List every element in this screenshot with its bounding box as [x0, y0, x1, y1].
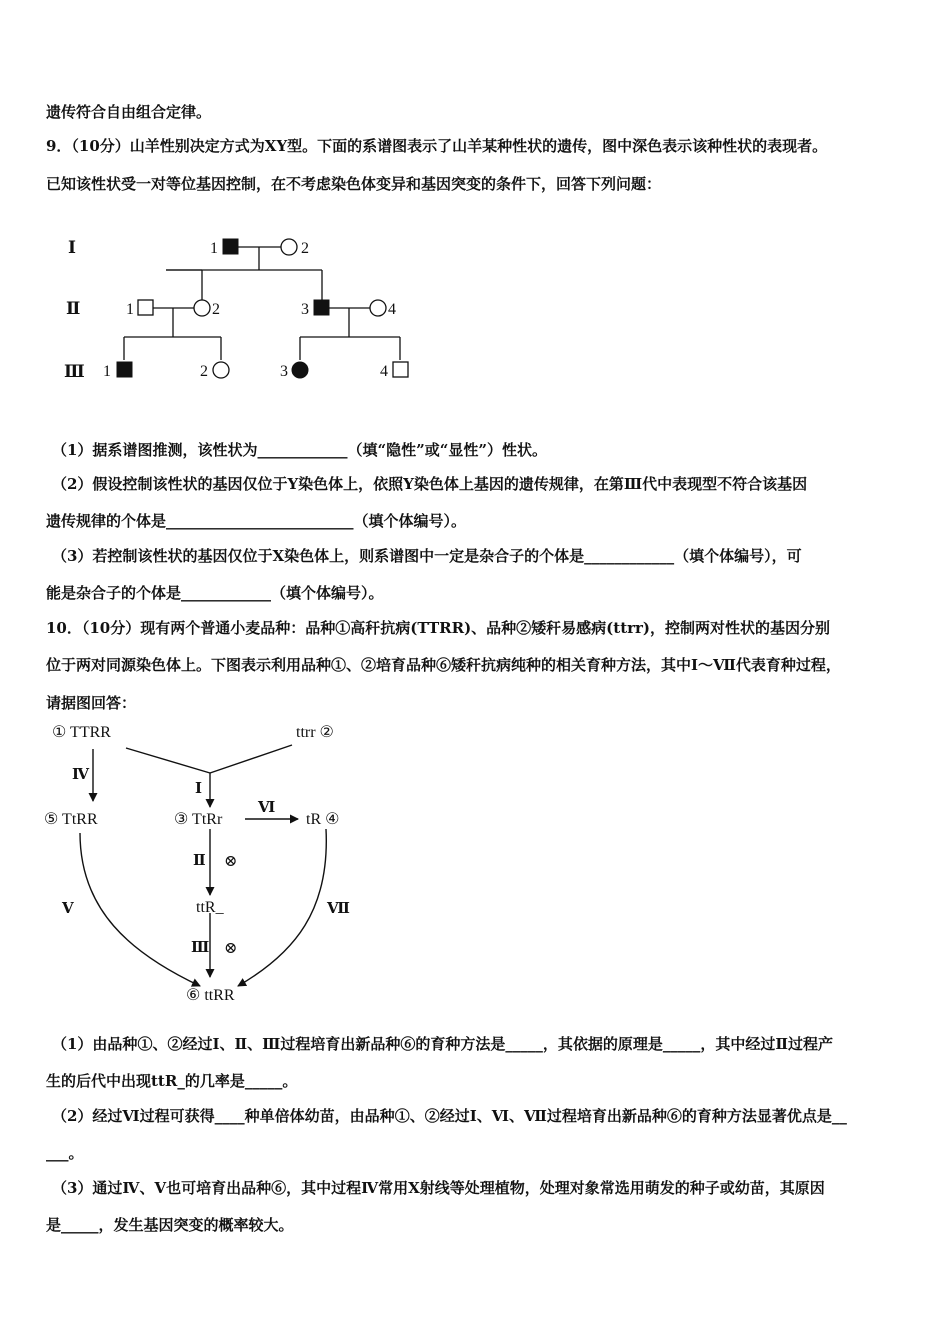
question-10-part-3-cont: 是_____，发生基因突变的概率较大。	[46, 1216, 294, 1234]
generation-label-II: Ⅱ	[66, 299, 81, 318]
individual-II-1	[138, 300, 153, 315]
individual-II-4	[370, 300, 386, 316]
id-III-3: 3	[280, 363, 288, 380]
node-variety-5: ⑤ TtRR	[44, 811, 98, 828]
question-10-part-1-cont: 生的后代中出现ttR_的几率是_____。	[46, 1072, 298, 1090]
question-10-part-2-cont: ___。	[46, 1144, 84, 1162]
id-I-2: 2	[301, 240, 309, 257]
node-variety-1: ① TTRR	[52, 724, 111, 741]
id-II-1: 1	[126, 301, 134, 318]
individual-III-3	[292, 362, 308, 378]
question-10-part-1: （1）由品种①、②经过Ⅰ、Ⅱ、Ⅲ过程培育出新品种⑥的育种方法是_____，其依据的原理是_____，其中经过Ⅱ过程产	[52, 1035, 834, 1053]
id-III-4: 4	[380, 363, 388, 380]
individual-III-1	[117, 362, 132, 377]
selfing-symbol: ⊗	[224, 940, 238, 957]
selfing-symbol: ⊗	[224, 853, 238, 870]
process-label-IV: Ⅳ	[72, 767, 90, 783]
question-9-intro: 9．（10分）山羊性别决定方式为XY型。下面的系谱图表示了山羊某种性状的遗传，图中深色表示该种性状的表现者。	[46, 137, 828, 155]
individual-III-2	[213, 362, 229, 378]
process-label-II: Ⅱ	[193, 853, 206, 869]
question-10-part-2: （2）经过Ⅵ过程可获得____种单倍体幼苗，由品种①、②经过Ⅰ、Ⅵ、Ⅶ过程培育出新品种⑥的育种方法显著优点是__	[52, 1107, 847, 1125]
node-variety-3: ③ TtRr	[174, 811, 223, 828]
individual-I-2	[281, 239, 297, 255]
id-III-2: 2	[200, 363, 208, 380]
question-9-part-1: （1）据系谱图推测，该性状为____________（填“隐性”或“显性”）性状。	[52, 441, 547, 459]
pedigree-diagram	[40, 220, 440, 400]
question-10-part-3: （3）通过Ⅳ、Ⅴ也可培育出品种⑥，其中过程Ⅳ常用X射线等处理植物，处理对象常选用萌发的种子或幼苗，其原因	[52, 1179, 825, 1197]
node-variety-2: ttrr ②	[296, 724, 334, 741]
process-label-VII: Ⅶ	[327, 901, 350, 917]
node-variety-6: ⑥ ttRR	[186, 987, 235, 1004]
id-II-4: 4	[388, 301, 396, 318]
node-variety-4: tR ④	[306, 811, 340, 828]
question-10-intro-end: 请据图回答：	[46, 694, 137, 712]
question-9-part-2: （2）假设控制该性状的基因仅位于Y染色体上，依照Y染色体上基因的遗传规律，在第Ⅲ代中表现型不符合该基因	[52, 475, 808, 493]
question-9-intro-cont: 已知该性状受一对等位基因控制，在不考虑染色体变异和基因突变的条件下，回答下列问题：	[46, 175, 662, 193]
individual-III-4	[393, 362, 408, 377]
question-9-part-2-cont: 遗传规律的个体是_________________________（填个体编号）。	[46, 512, 467, 530]
question-10-intro-cont: 位于两对同源染色体上。下图表示利用品种①、②培育品种⑥矮秆抗病纯种的相关育种方法，其中Ⅰ～Ⅶ代表育种过程，	[46, 656, 841, 674]
id-I-1: 1	[210, 240, 218, 257]
individual-II-3	[314, 300, 329, 315]
process-label-V: Ⅴ	[62, 901, 74, 917]
breeding-diagram	[40, 715, 360, 1015]
id-II-3: 3	[301, 301, 309, 318]
process-label-III: Ⅲ	[191, 940, 210, 956]
question-9-part-3: （3）若控制该性状的基因仅位于X染色体上，则系谱图中一定是杂合子的个体是____________（填个体编号），可	[52, 547, 802, 565]
individual-II-2	[194, 300, 210, 316]
id-II-2: 2	[212, 301, 220, 318]
generation-label-III: Ⅲ	[64, 362, 85, 381]
question-9-part-3-cont: 能是杂合子的个体是____________（填个体编号）。	[46, 584, 384, 602]
text-line: 遗传符合自由组合定律。	[46, 103, 212, 121]
process-label-I: Ⅰ	[195, 781, 203, 797]
process-label-VI: Ⅵ	[258, 800, 276, 816]
question-10-intro: 10．（10分）现有两个普通小麦品种：品种①高秆抗病(TTRR)、品种②矮秆易感病(ttrr)，控制两对性状的基因分别	[46, 619, 831, 637]
node-intermediate: ttR_	[196, 899, 224, 916]
generation-label-I: Ⅰ	[68, 238, 76, 257]
individual-I-1	[223, 239, 238, 254]
id-III-1: 1	[103, 363, 111, 380]
